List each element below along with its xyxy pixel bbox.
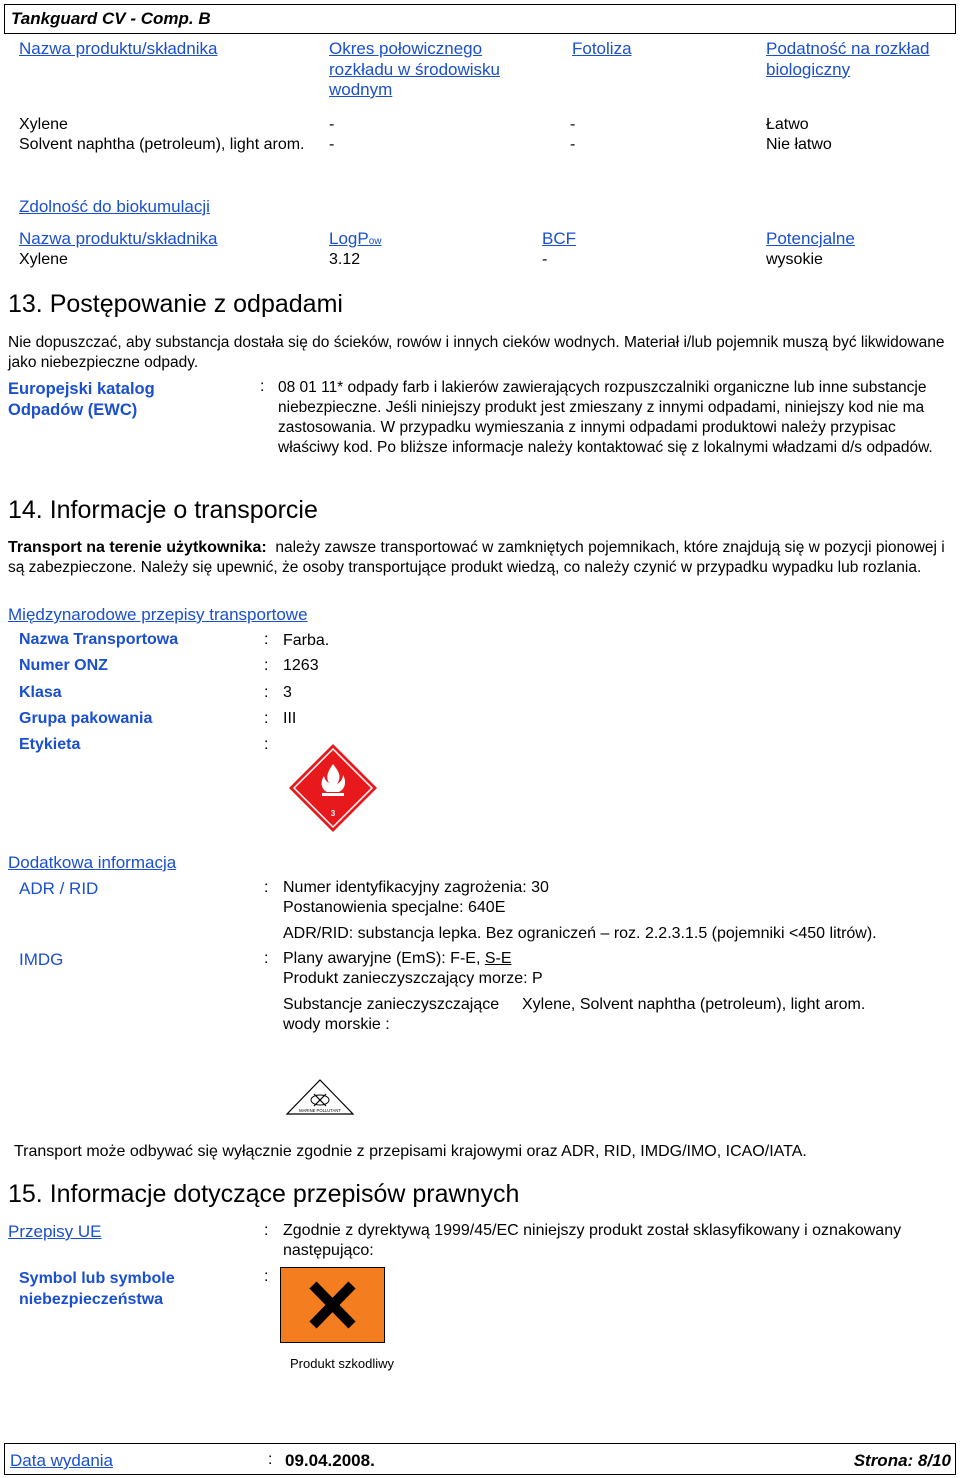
table-row-name: Xylene: [19, 116, 68, 133]
imdg-ems: [283, 949, 512, 969]
ewc-label: Europejski katalog Odpadów (EWC): [8, 380, 155, 419]
table-row-halflife: -: [329, 136, 335, 153]
bio-row-name: Xylene: [19, 251, 68, 268]
adr-label: ADR / RID: [19, 879, 99, 898]
table-row-name: Solvent naphtha (petroleum), light arom.: [19, 136, 305, 153]
section-13-title: 13. Postępowanie z odpadami: [8, 290, 343, 318]
field-label: Etykieta: [19, 736, 81, 753]
transport-note: Transport może odbywać się wyłącznie zgodnie z przepisami krajowymi oraz ADR, RID, IMDG/IMO, ICAO/IATA.: [14, 1143, 807, 1160]
imdg-label: IMDG: [19, 950, 64, 969]
field-label: Klasa: [19, 684, 62, 701]
adr-line: Numer identyfikacyjny zagrożenia: 30: [283, 879, 549, 896]
adr-line: Postanowienia specjalne: 640E: [283, 899, 506, 916]
bio-row-bcf: -: [542, 251, 548, 268]
field-colon: :: [264, 736, 269, 753]
section-13-intro: Nie dopuszczać, aby substancja dostała się do ścieków, rowów i innych cieków wodnych. Materiał i/lub pojemnik muszą być likwidowane jako niebezpieczne odpady.: [8, 334, 945, 371]
marine-pollutants-value: Xylene, Solvent naphtha (petroleum), light arom.: [522, 996, 866, 1013]
harmful-x-icon: [280, 1267, 385, 1343]
field-value: 1263: [283, 657, 319, 674]
bio-row-potential: wysokie: [766, 251, 823, 268]
logp-text: LogP: [329, 229, 369, 248]
field-value: Farba.: [283, 632, 330, 649]
col-header-halflife: Okres połowicznego rozkładu w środowisku wodnym: [329, 39, 501, 99]
user-transport-text: należy zawsze transportować w zamkniętych pojemnikach, które znajdują się w pozycji pionowej i są zabezpieczone. Należy się upewnić, że osoby transportujące produkt wiedzą, co należy czynić w przypadku wypadku lub rozlania.: [8, 539, 945, 576]
user-transport-label: Transport na terenie użytkownika:: [8, 539, 267, 556]
eu-regulations-label: Przepisy UE: [8, 1222, 102, 1241]
issue-date-value: 09.04.2008.: [285, 1451, 375, 1470]
imdg-marine-pollutant-flag: Produkt zanieczyszczający morze: P: [283, 970, 543, 987]
ewc-text: 08 01 11* odpady farb i lakierów zawierających rozpuszczalniki organiczne lub inne substancje niebezpieczne. Jeśli niniejszy produkt jest zmieszany z innymi odpadami, niniejszy kod nie ma zastosowania. W przypadku wymieszania z innymi odpadami produktowi należy przypisac właściwy kod. Po bliższe informacje należy kontaktować się z lokalnymi władzami d/s odpadów.: [278, 379, 933, 456]
marine-pollutant-text: MARINE POLLUTANT: [299, 1108, 341, 1113]
bioaccumulation-title: Zdolność do biokumulacji: [19, 197, 210, 216]
col-header-photolysis: Fotoliza: [572, 39, 632, 58]
bio-row-logp: 3.12: [329, 251, 361, 268]
page-number: Strona: 8/10: [853, 1451, 951, 1470]
marine-pollutant-icon: [285, 1078, 355, 1118]
col-header-name: Nazwa produktu/składnika: [19, 39, 218, 58]
marine-pollutants-label: Substancje zanieczyszczające wody morskie :: [283, 996, 500, 1033]
imdg-ems-text: Plany awaryjne (EmS): F-E,: [283, 950, 485, 967]
hazard-symbol-colon: :: [264, 1268, 269, 1285]
eu-regulations-text: Zgodnie z dyrektywą 1999/45/EC niniejszy produkt został sklasyfikowany i oznakowany następująco:: [283, 1222, 902, 1259]
user-transport-paragraph: [8, 538, 948, 578]
section-14-title: 14. Informacje o transporcie: [8, 496, 318, 524]
field-value: III: [283, 710, 297, 727]
flammable-liquid-icon: [287, 742, 379, 834]
hazard-symbol-label: Symbol lub symbole niebezpieczeństwa: [19, 1270, 175, 1308]
table-row-biodeg: Łatwo: [766, 116, 809, 133]
document-title: Tankguard CV - Comp. B: [11, 9, 211, 28]
bio-col-header-bcf: BCF: [542, 229, 576, 248]
field-value: 3: [283, 684, 292, 701]
eu-colon: :: [264, 1222, 269, 1239]
table-row-halflife: -: [329, 116, 335, 133]
intl-transport-title: Międzynarodowe przepisy transportowe: [8, 605, 308, 624]
table-row-photolysis: -: [570, 116, 576, 133]
field-colon: :: [264, 631, 269, 648]
bio-col-header-name: Nazwa produktu/składnika: [19, 229, 218, 248]
col-header-biodegradability: Podatność na rozkład biologiczny: [766, 39, 930, 79]
ewc-colon: :: [260, 378, 265, 395]
adr-line: ADR/RID: substancja lepka. Bez ograniczeń – roz. 2.2.3.1.5 (pojemniki <450 litrów).: [283, 925, 877, 942]
adr-colon: :: [264, 879, 269, 896]
imdg-ems-link[interactable]: S-E: [484, 950, 512, 967]
issue-date-label: Data wydania: [10, 1451, 114, 1470]
bio-col-header-logp: [329, 229, 382, 253]
imdg-colon: :: [264, 950, 269, 967]
additional-info-title: Dodatkowa informacja: [8, 853, 177, 872]
field-colon: :: [264, 710, 269, 727]
section-15-title: 15. Informacje dotyczące przepisów prawnych: [8, 1180, 520, 1208]
field-colon: :: [264, 684, 269, 701]
bio-col-header-potential: Potencjalne: [766, 229, 855, 248]
table-row-biodeg: Nie łatwo: [766, 136, 832, 153]
field-label: Numer ONZ: [19, 657, 108, 674]
footer-bar: [4, 1443, 956, 1475]
field-label: Grupa pakowania: [19, 710, 153, 727]
table-row-photolysis: -: [570, 136, 576, 153]
hazard-symbol-caption: Produkt szkodliwy: [290, 1356, 395, 1371]
field-colon: :: [264, 657, 269, 674]
logp-subscript: ow: [368, 236, 382, 247]
issue-date-colon: :: [268, 1451, 273, 1468]
label-class-number: 3: [330, 809, 336, 818]
header-bar: [4, 4, 956, 34]
field-label: Nazwa Transportowa: [19, 631, 179, 648]
